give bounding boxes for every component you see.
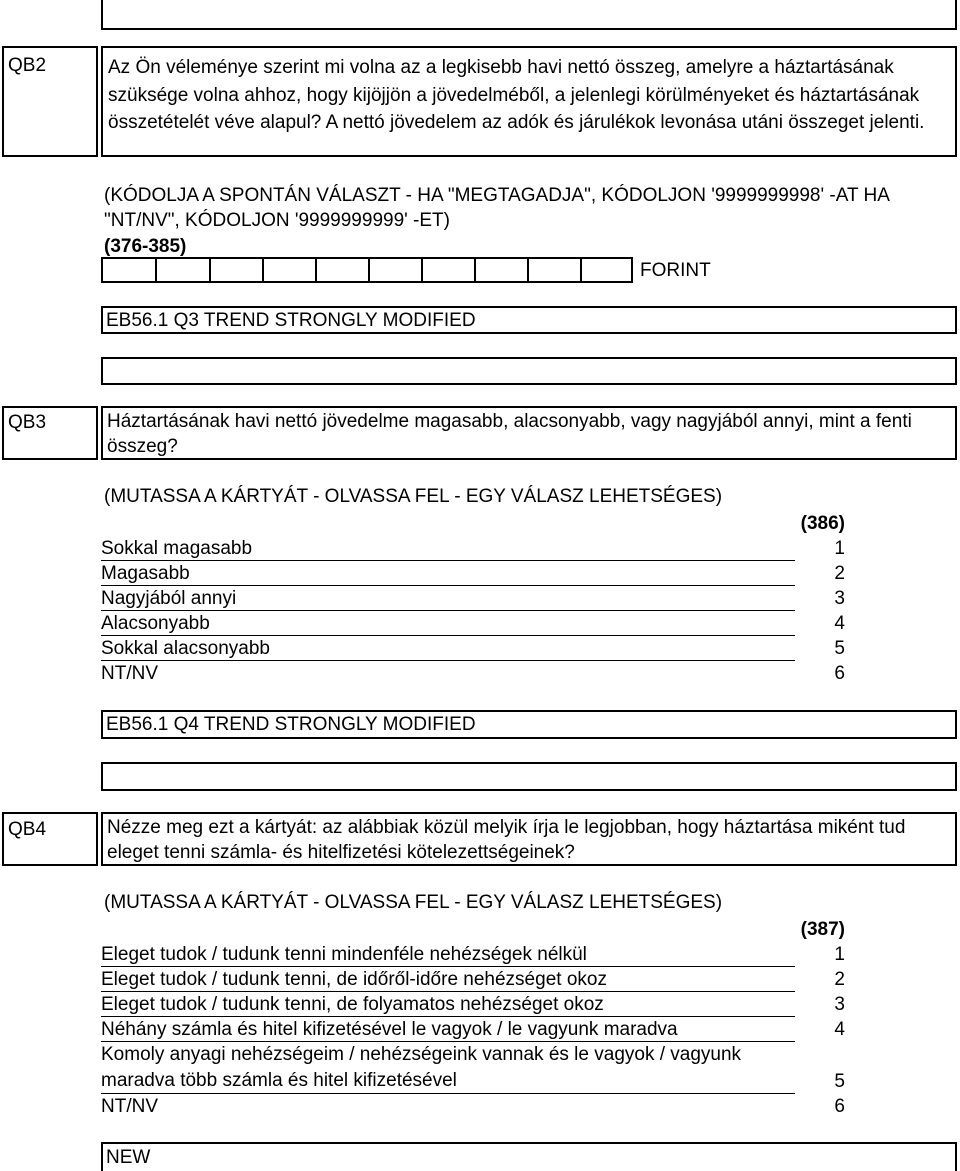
qb4-option-5-code: 5 [834, 1071, 845, 1092]
qb4-trend-box [101, 1142, 957, 1171]
qb3-option-2[interactable]: Magasabb [101, 561, 795, 586]
qb3-option-1-code: 1 [834, 538, 845, 559]
qb4-header-box [101, 762, 957, 791]
qb4-question: Nézze meg ezt a kártyát: az alábbiak közül melyik írja le legjobban, hogy háztartása miként tud eleget tenni számla- és hitelfizetési kötelezettségeinek? [107, 817, 906, 863]
top-empty-box [101, 0, 957, 30]
qb3-option-3-code: 3 [834, 588, 845, 609]
qb4-id: QB4 [8, 819, 47, 840]
qb2-columns: (376-385) [104, 236, 187, 257]
qb4-columns: (387) [800, 919, 845, 940]
qb2-instruction: (KÓDOLJA A SPONTÁN VÁLASZT - HA "MEGTAGADJA", KÓDOLJON '9999999998' -AT HA "NT/NV", KÓDOLJON '9999999999' -ET) [104, 185, 889, 231]
qb4-option-6-code: 6 [834, 1096, 845, 1117]
qb4-trend: NEW [106, 1147, 151, 1168]
qb3-option-5-code: 5 [834, 638, 845, 659]
qb3-option-4-code: 4 [834, 613, 845, 634]
qb3-header-box [101, 357, 957, 385]
qb3-columns: (386) [800, 513, 845, 534]
qb3-instruction: (MUTASSA A KÁRTYÁT - OLVASSA FEL - EGY VÁLASZ LEHETSÉGES) [104, 486, 723, 507]
qb4-option-5[interactable]: Komoly anyagi nehézségeim / nehézségeink vannak és le vagyok / vagyunk maradva több számla és hitel kifizetésével [101, 1042, 795, 1094]
qb4-option-4-code: 4 [834, 1019, 845, 1040]
qb3-id: QB3 [8, 412, 47, 433]
qb3-option-6-code: 6 [834, 663, 845, 684]
qb4-option-4[interactable]: Néhány számla és hitel kifizetésével le vagyok / le vagyunk maradva [101, 1017, 795, 1042]
qb3-option-6[interactable]: NT/NV [101, 663, 158, 684]
qb3-option-5[interactable]: Sokkal alacsonyabb [101, 636, 795, 661]
qb3-option-1[interactable]: Sokkal magasabb [101, 536, 795, 561]
qb2-question: Az Ön véleménye szerint mi volna az a legkisebb havi nettó összeg, amelyre a háztartásának szüksége volna ahhoz, hogy kijöjjön a jövedelméből, a jelenlegi körülményeket és háztartásának összetételét véve alapul? A nettó jövedelem az adók és járulékok levonása utáni összeget jelenti. [108, 57, 925, 133]
qb2-trend: EB56.1 Q3 TREND STRONGLY MODIFIED [106, 310, 476, 331]
qb3-option-3[interactable]: Nagyjából annyi [101, 586, 795, 611]
qb3-trend: EB56.1 Q4 TREND STRONGLY MODIFIED [106, 714, 476, 735]
qb4-instruction: (MUTASSA A KÁRTYÁT - OLVASSA FEL - EGY VÁLASZ LEHETSÉGES) [104, 892, 723, 913]
qb3-option-4[interactable]: Alacsonyabb [101, 611, 795, 636]
qb3-option-2-code: 2 [834, 563, 845, 584]
qb3-question: Háztartásának havi nettó jövedelme magasabb, alacsonyabb, vagy nagyjából annyi, mint a fenti összeg? [107, 411, 912, 457]
qb2-amount-grid[interactable] [101, 257, 633, 283]
qb4-option-3-code: 3 [834, 994, 845, 1015]
qb4-option-2[interactable]: Eleget tudok / tudunk tenni, de időről-időre nehézséget okoz [101, 967, 795, 992]
qb4-option-1-code: 1 [834, 944, 845, 965]
qb4-option-3[interactable]: Eleget tudok / tudunk tenni, de folyamatos nehézséget okoz [101, 992, 795, 1017]
qb4-option-2-code: 2 [834, 969, 845, 990]
qb2-id: QB2 [8, 55, 47, 76]
qb4-option-1[interactable]: Eleget tudok / tudunk tenni mindenféle nehézségek nélkül [101, 942, 795, 967]
qb2-unit: FORINT [640, 260, 711, 281]
qb4-option-6[interactable]: NT/NV [101, 1096, 158, 1117]
